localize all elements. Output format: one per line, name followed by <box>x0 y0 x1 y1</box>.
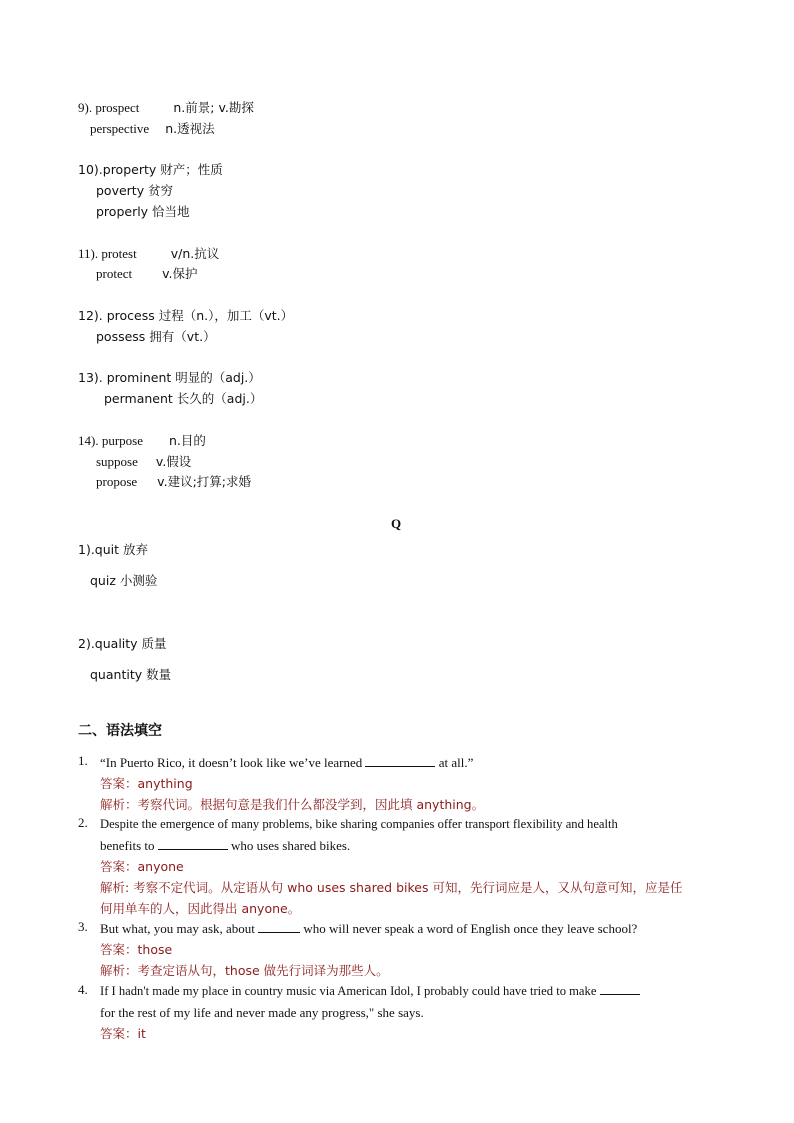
question-text: But what, you may ask, about who will never speak a word of English once they leave school? <box>100 921 638 936</box>
question-text: for the rest of my life and never made any progress," she says. <box>100 1005 424 1020</box>
analysis-text: 解析: 考察不定代词。从定语从句 who uses shared bikes 可知，先行词应是人，又从句意可知，应是任 <box>100 880 683 895</box>
vocab-word: protect <box>96 266 133 281</box>
section-letter: Q <box>391 516 402 531</box>
answer-blank[interactable] <box>365 754 435 767</box>
vocab-line <box>78 99 254 116</box>
vocab-line: quantity 数量 <box>90 667 172 682</box>
vocab-meaning: n.目的 <box>169 433 206 448</box>
question-text: If I hadn't made my place in country music via American Idol, I probably could have tried to make <box>100 981 718 1002</box>
question-3 <box>100 918 718 981</box>
vocab-meaning: v.建议;打算;求婚 <box>157 474 251 489</box>
vocab-word: propose <box>96 474 138 489</box>
vocab-line: 1).quit 放弃 <box>78 542 149 557</box>
vocab-word: 13). prominent 明显的（adj.） <box>78 370 261 385</box>
vocab-line: 2).quality 质量 <box>78 636 167 651</box>
vocab-line <box>78 245 219 262</box>
answer-blank[interactable] <box>258 920 300 933</box>
vocab-line <box>78 307 293 324</box>
question-number: 3. <box>78 919 88 934</box>
vocab-line <box>90 120 215 137</box>
analysis-text: 何用单车的人，因此得出 anyone。 <box>100 901 301 916</box>
vocab-line <box>96 473 251 490</box>
vocab-word: 9). prospect <box>78 100 140 115</box>
analysis-text: 解析：考察代词。根据句意是我们什么都没学到，因此填 anything。 <box>100 797 485 812</box>
answer-blank[interactable] <box>158 837 228 850</box>
answer-text: 答案：those <box>100 942 173 957</box>
vocab-word: 11). protest <box>78 246 137 261</box>
vocab-line <box>78 369 261 386</box>
vocab-word: permanent 长久的（adj.） <box>104 391 263 406</box>
vocab-meaning: v.保护 <box>162 266 198 281</box>
vocab-meaning: v.假设 <box>155 454 192 469</box>
answer-text: 答案：it <box>100 1026 146 1041</box>
answer-text: 答案：anything <box>100 776 193 791</box>
vocab-meaning: n.前景; v.勘探 <box>173 100 254 115</box>
answer-text: 答案：anyone <box>100 859 184 874</box>
vocab-line <box>96 265 198 282</box>
vocab-meaning: v/n.抗议 <box>170 246 220 261</box>
vocab-line <box>96 182 173 199</box>
question-2 <box>100 814 718 919</box>
question-number: 4. <box>78 982 88 997</box>
vocab-line: quiz 小测验 <box>90 573 158 588</box>
section-title: 二、语法填空 <box>78 723 162 739</box>
question-text: “In Puerto Rico, it doesn’t look like we’ve learned at all.” <box>100 755 474 770</box>
question-text: benefits to who uses shared bikes. <box>100 838 351 853</box>
vocab-word: suppose <box>96 454 138 469</box>
vocab-word: poverty 贫穷 <box>96 183 174 198</box>
vocab-word: possess 拥有（vt.） <box>96 329 216 344</box>
vocab-line <box>78 432 206 449</box>
vocab-line <box>96 203 190 220</box>
analysis-text: 解析：考查定语从句，those 做先行词译为那些人。 <box>100 963 389 978</box>
vocab-word: perspective <box>90 121 150 136</box>
question-1 <box>100 752 718 815</box>
question-number: 2. <box>78 815 88 830</box>
question-number: 1. <box>78 753 88 768</box>
vocab-meaning: n.透视法 <box>165 121 215 136</box>
vocab-word: 14). purpose <box>78 433 143 448</box>
vocab-line <box>96 328 216 345</box>
answer-blank[interactable] <box>600 982 640 995</box>
vocab-word: 10).property 财产；性质 <box>78 162 223 177</box>
question-4 <box>100 981 718 1044</box>
vocab-line <box>104 390 262 407</box>
vocab-word: properly 恰当地 <box>96 204 190 219</box>
vocab-word: 12). process 过程（n.），加工（vt.） <box>78 308 294 323</box>
vocab-line <box>96 453 191 470</box>
question-text: Despite the emergence of many problems, bike sharing companies offer transport flexibility and health <box>100 817 618 831</box>
vocab-line <box>78 161 223 178</box>
